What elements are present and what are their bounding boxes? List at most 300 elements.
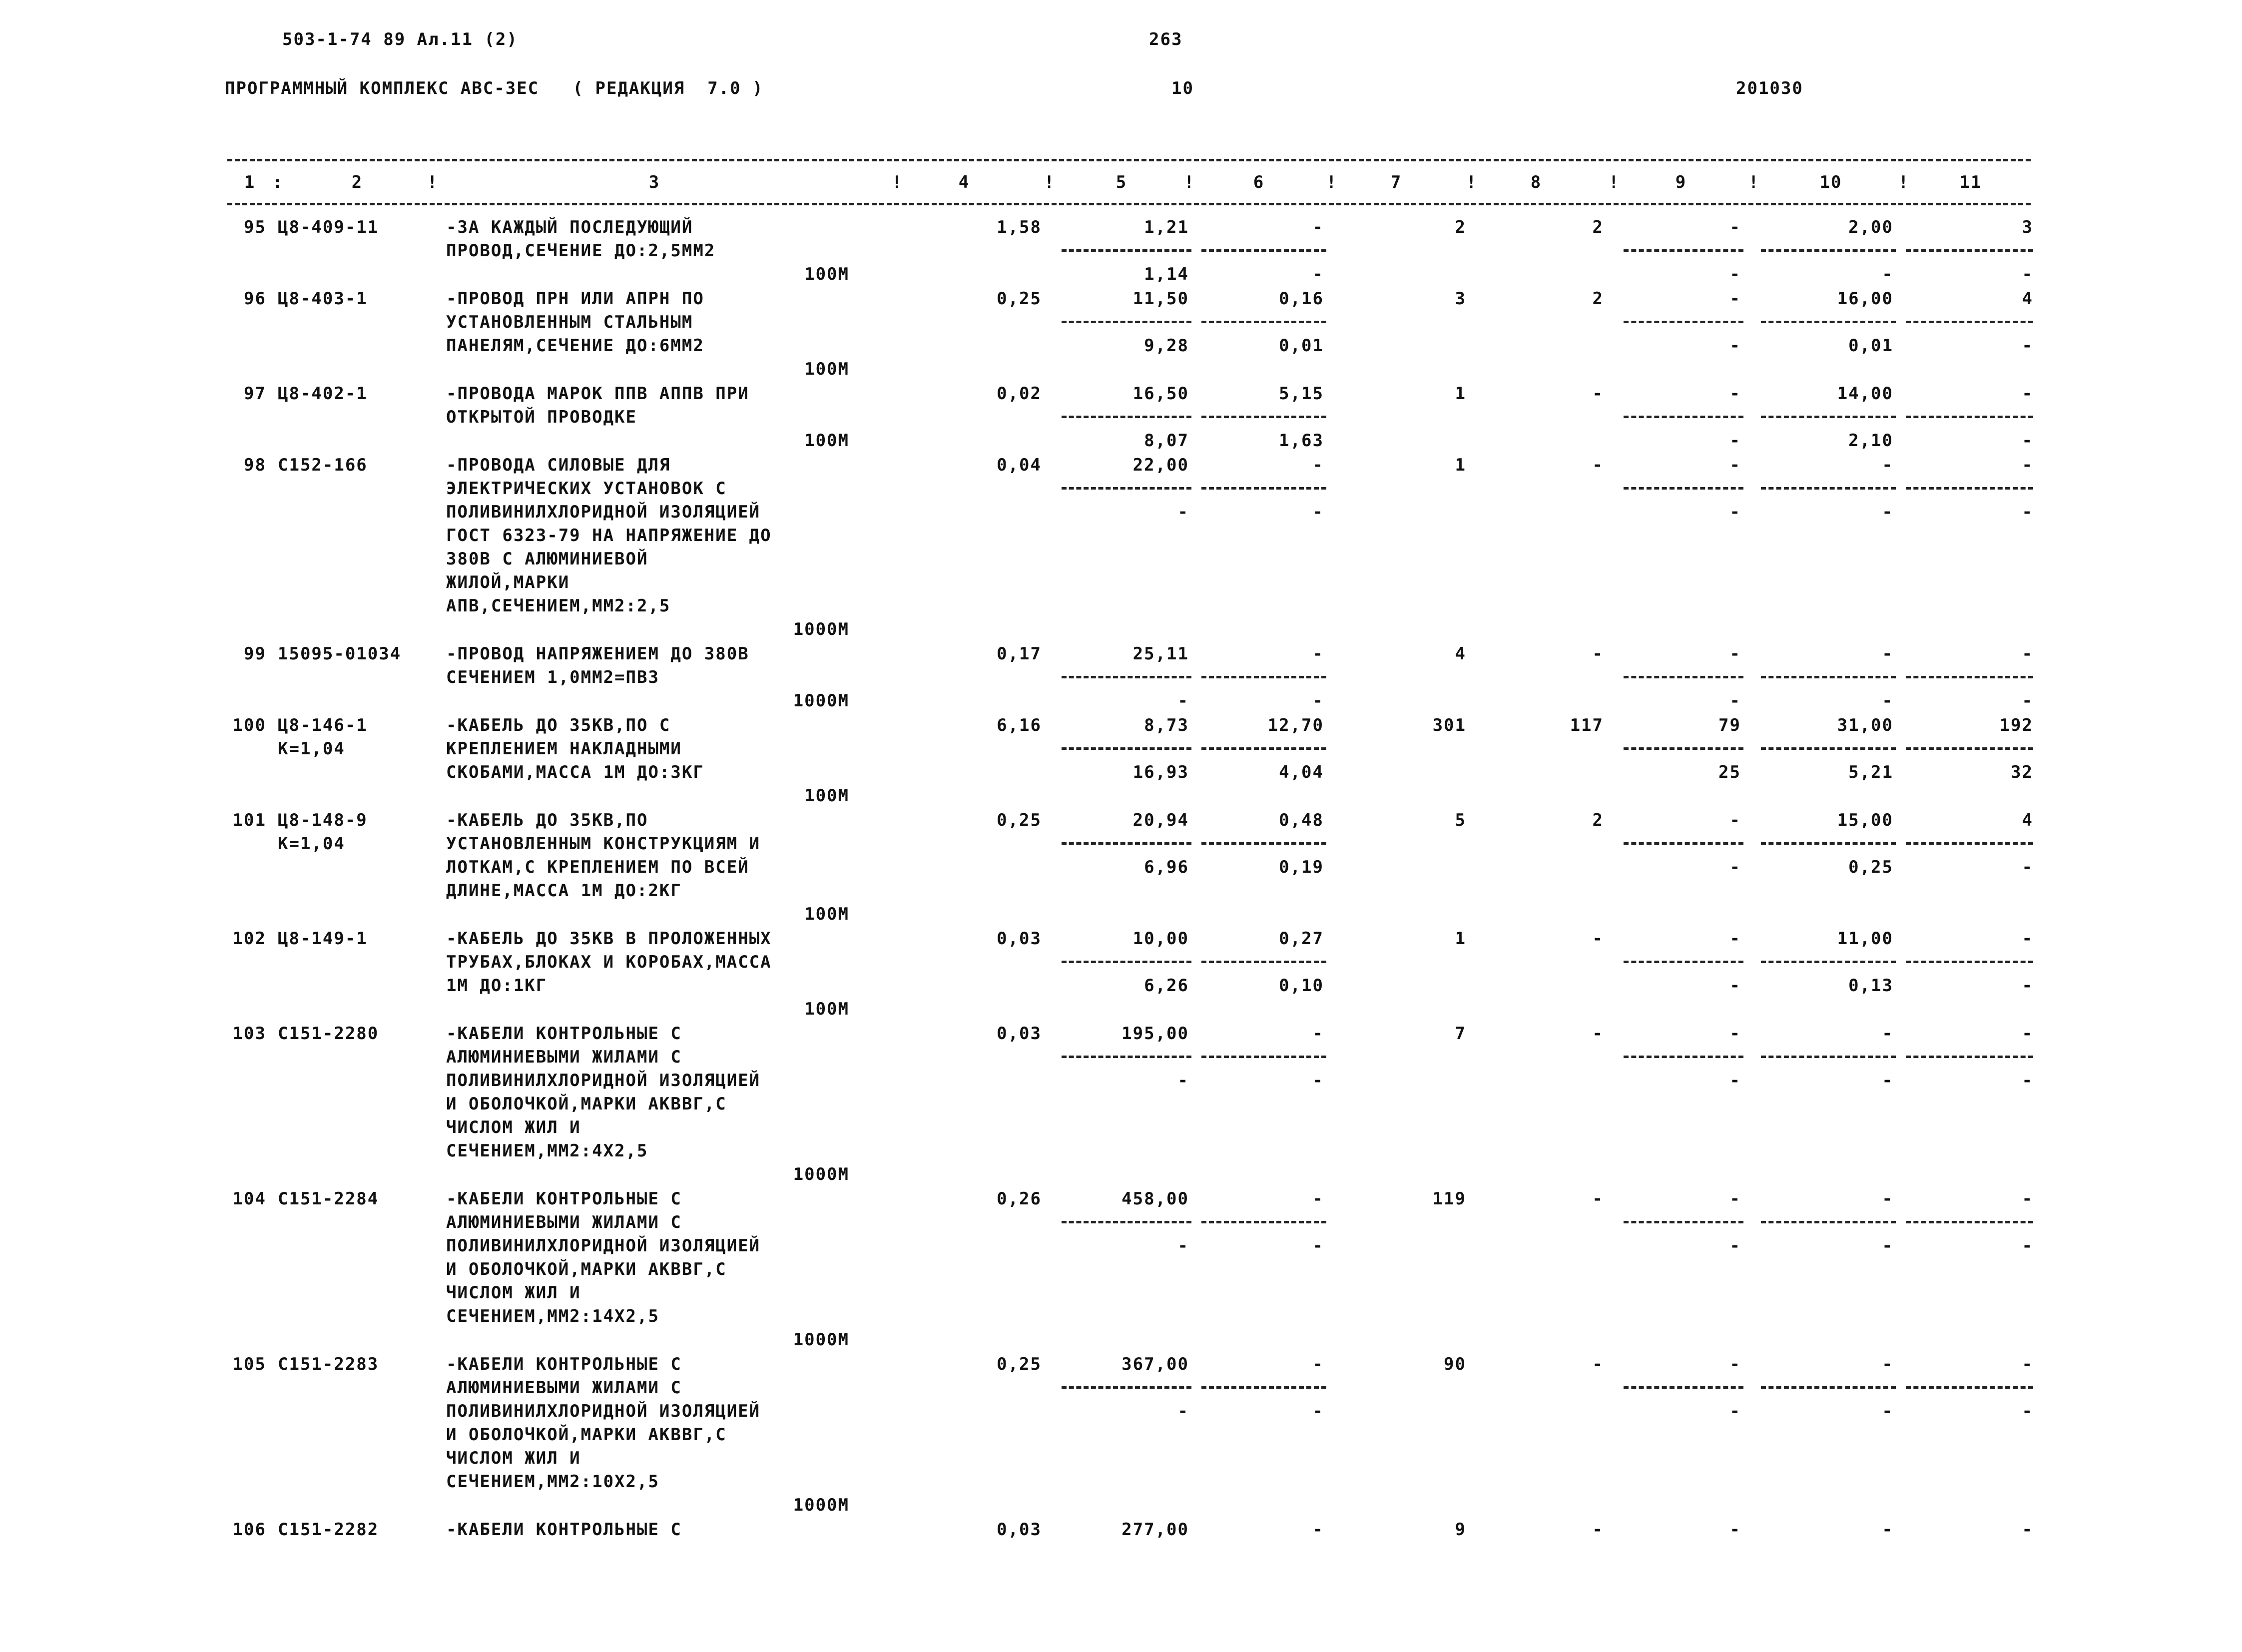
column-header-9: 9 — [1675, 172, 1687, 192]
quantity: 0,02 — [997, 384, 1042, 404]
work-description: ПОЛИВИНИЛХЛОРИДНОЙ ИЗОЛЯЦИЕЙ — [446, 1236, 761, 1256]
column-separator: ! — [1609, 172, 1620, 192]
work-description: И ОБОЛОЧКОЙ,МАРКИ АКВВГ,С — [446, 1094, 727, 1114]
work-description: И ОБОЛОЧКОЙ,МАРКИ АКВВГ,С — [446, 1425, 727, 1445]
machine-cost: 0,16 — [1279, 289, 1324, 309]
machine-wages: 1,63 — [1279, 431, 1324, 451]
work-description: СЕЧЕНИЕМ,ММ2:10Х2,5 — [446, 1472, 659, 1492]
row-number: 100 — [232, 715, 266, 735]
work-description: -КАБЕЛЬ ДО 35КВ,ПО — [446, 810, 648, 830]
unit-cost-wages: - — [1177, 502, 1189, 522]
work-description: -КАБЕЛЬ ДО 35КВ,ПО С — [446, 715, 671, 735]
machine-wages-total: - — [1729, 1236, 1741, 1256]
machine-wages: - — [1312, 502, 1324, 522]
column-header-7: 7 — [1390, 172, 1402, 192]
wages-total: 2 — [1592, 289, 1604, 309]
machine-wages-total: 25 — [1718, 762, 1741, 782]
work-description: 380В С АЛЮМИНИЕВОЙ — [446, 549, 648, 569]
work-description: СЕЧЕНИЕМ 1,0ММ2=ПВ3 — [446, 667, 659, 687]
total-cost: 1 — [1455, 384, 1466, 404]
subtotal-rule — [1906, 416, 2033, 418]
column-separator: ! — [427, 172, 439, 192]
labor-total: 192 — [1999, 715, 2033, 735]
price-code: Ц8-146-1 — [278, 715, 368, 735]
labor-machinists-per-unit: - — [1882, 691, 1893, 711]
subtotal-rule — [1761, 487, 1896, 490]
labor-machinists-total: - — [2022, 431, 2033, 451]
labor-per-unit: 14,00 — [1837, 384, 1893, 404]
unit-cost-total: 10,00 — [1132, 929, 1189, 949]
labor-total: 3 — [2022, 217, 2033, 237]
subtotal-rule — [1201, 249, 1326, 252]
labor-machinists-total: - — [2022, 1071, 2033, 1091]
quantity: 0,03 — [997, 1520, 1042, 1540]
labor-per-unit: - — [1882, 455, 1893, 475]
measure-unit: 100М — [804, 786, 849, 806]
subtotal-rule — [1062, 1386, 1191, 1389]
labor-machinists-per-unit: - — [1882, 264, 1893, 284]
labor-machinists-per-unit: - — [1882, 1236, 1893, 1256]
measure-unit: 1000М — [793, 1164, 849, 1184]
unit-cost-total: 367,00 — [1121, 1354, 1189, 1374]
labor-machinists-total: - — [2022, 976, 2033, 996]
labor-per-unit: 31,00 — [1837, 715, 1893, 735]
machine-wages-total: - — [1729, 857, 1741, 877]
labor-total: - — [2022, 455, 2033, 475]
machine-cost: - — [1312, 1189, 1324, 1209]
work-description: УСТАНОВЛЕННЫМ КОНСТРУКЦИЯМ И — [446, 834, 761, 854]
quantity: 0,17 — [997, 644, 1042, 664]
subtotal-rule — [1062, 676, 1191, 678]
subtotal-rule — [1906, 249, 2033, 252]
subtotal-rule — [1761, 747, 1896, 750]
machine-wages-total: - — [1729, 1071, 1741, 1091]
subtotal-rule — [1201, 1386, 1326, 1389]
work-description: -ПРОВОД НАПРЯЖЕНИЕМ ДО 380В — [446, 644, 749, 664]
page-number: 263 — [1149, 29, 1183, 49]
work-description: И ОБОЛОЧКОЙ,МАРКИ АКВВГ,С — [446, 1259, 727, 1279]
subtotal-rule — [1624, 416, 1743, 418]
quantity: 1,58 — [997, 217, 1042, 237]
subtotal-rule — [1906, 961, 2033, 963]
work-description: -КАБЕЛИ КОНТРОЛЬНЫЕ С — [446, 1354, 682, 1374]
machine-wages: 0,01 — [1279, 336, 1324, 356]
subtotal-rule — [1062, 842, 1191, 845]
total-cost: 301 — [1432, 715, 1466, 735]
machine-cost: - — [1312, 644, 1324, 664]
quantity: 0,26 — [997, 1189, 1042, 1209]
subtotal-rule — [1201, 747, 1326, 750]
total-cost: 1 — [1455, 455, 1466, 475]
subtotal-rule — [1761, 1221, 1896, 1223]
price-code: К=1,04 — [278, 739, 345, 759]
subtotal-rule — [1906, 842, 2033, 845]
document-code: 201030 — [1736, 78, 1803, 98]
price-code: Ц8-402-1 — [278, 384, 368, 404]
machine-total: - — [1729, 384, 1741, 404]
measure-unit: 1000М — [793, 1495, 849, 1515]
labor-total: 4 — [2022, 810, 2033, 830]
total-cost: 5 — [1455, 810, 1466, 830]
machine-wages: - — [1312, 691, 1324, 711]
work-description: ОТКРЫТОЙ ПРОВОДКЕ — [446, 407, 637, 427]
unit-cost-total: 11,50 — [1132, 289, 1189, 309]
labor-per-unit: - — [1882, 1189, 1893, 1209]
labor-per-unit: 15,00 — [1837, 810, 1893, 830]
unit-cost-wages: 1,14 — [1144, 264, 1189, 284]
subtotal-rule — [1624, 747, 1743, 750]
machine-total: - — [1729, 217, 1741, 237]
unit-cost-total: 277,00 — [1121, 1520, 1189, 1540]
column-header-4: 4 — [958, 172, 970, 192]
machine-total: - — [1729, 455, 1741, 475]
subtotal-rule — [1062, 249, 1191, 252]
subtotal-rule — [1624, 249, 1743, 252]
machine-wages-total: - — [1729, 336, 1741, 356]
subtotal-rule — [1906, 676, 2033, 678]
quantity: 0,25 — [997, 1354, 1042, 1374]
price-code: С151-2280 — [278, 1024, 379, 1044]
column-header-10: 10 — [1819, 172, 1842, 192]
subtotal-rule — [1906, 321, 2033, 323]
wages-total: - — [1592, 1024, 1604, 1044]
machine-total: 79 — [1718, 715, 1741, 735]
work-description: ГОСТ 6323-79 НА НАПРЯЖЕНИЕ ДО — [446, 526, 772, 546]
labor-per-unit: - — [1882, 644, 1893, 664]
price-code: С151-2282 — [278, 1520, 379, 1540]
subtotal-rule — [1761, 842, 1896, 845]
row-number: 97 — [244, 384, 266, 404]
wages-total: 2 — [1592, 217, 1604, 237]
labor-total: - — [2022, 1354, 2033, 1374]
machine-wages-total: - — [1729, 1401, 1741, 1421]
column-separator: : — [272, 172, 284, 192]
subtotal-rule — [1624, 961, 1743, 963]
unit-cost-wages: 6,96 — [1144, 857, 1189, 877]
machine-cost: 12,70 — [1267, 715, 1324, 735]
work-description: ТРУБАХ,БЛОКАХ И КОРОБАХ,МАССА — [446, 952, 772, 972]
machine-total: - — [1729, 1024, 1741, 1044]
labor-machinists-per-unit: 0,13 — [1848, 976, 1893, 996]
total-cost: 1 — [1455, 929, 1466, 949]
work-description: УСТАНОВЛЕННЫМ СТАЛЬНЫМ — [446, 312, 693, 332]
machine-total: - — [1729, 810, 1741, 830]
sheet-number: 10 — [1171, 78, 1194, 98]
unit-cost-wages: 9,28 — [1144, 336, 1189, 356]
unit-cost-wages: 16,93 — [1132, 762, 1189, 782]
labor-machinists-per-unit: 5,21 — [1848, 762, 1893, 782]
labor-machinists-per-unit: 2,10 — [1848, 431, 1893, 451]
work-description: -ПРОВОДА МАРОК ППВ АППВ ПРИ — [446, 384, 749, 404]
work-description: ПОЛИВИНИЛХЛОРИДНОЙ ИЗОЛЯЦИЕЙ — [446, 1401, 761, 1421]
machine-wages: 4,04 — [1279, 762, 1324, 782]
work-description: -КАБЕЛИ КОНТРОЛЬНЫЕ С — [446, 1520, 682, 1540]
measure-unit: 1000М — [793, 619, 849, 639]
subtotal-rule — [1062, 1221, 1191, 1223]
machine-cost: - — [1312, 1024, 1324, 1044]
machine-wages: - — [1312, 1401, 1324, 1421]
total-cost: 2 — [1455, 217, 1466, 237]
work-description: СКОБАМИ,МАССА 1М ДО:3КГ — [446, 762, 704, 782]
work-description: СЕЧЕНИЕМ,ММ2:4Х2,5 — [446, 1141, 648, 1161]
measure-unit: 100М — [804, 264, 849, 284]
column-header-5: 5 — [1116, 172, 1127, 192]
row-number: 104 — [232, 1189, 266, 1209]
column-separator: ! — [1898, 172, 1910, 192]
labor-total: - — [2022, 644, 2033, 664]
subtotal-rule — [1761, 249, 1896, 252]
work-description: ПОЛИВИНИЛХЛОРИДНОЙ ИЗОЛЯЦИЕЙ — [446, 502, 761, 522]
column-header-11: 11 — [1959, 172, 1982, 192]
machine-wages: 0,10 — [1279, 976, 1324, 996]
labor-total: 4 — [2022, 289, 2033, 309]
subtotal-rule — [1624, 1056, 1743, 1058]
price-code: Ц8-403-1 — [278, 289, 368, 309]
program-title: ПРОГРАММНЫЙ КОМПЛЕКС АВС-3ЕС ( РЕДАКЦИЯ 7.0 ) — [225, 78, 764, 98]
wages-total: - — [1592, 644, 1604, 664]
wages-total: - — [1592, 1354, 1604, 1374]
work-description: ПРОВОД,СЕЧЕНИЕ ДО:2,5ММ2 — [446, 241, 716, 261]
work-description: -КАБЕЛЬ ДО 35КВ В ПРОЛОЖЕННЫХ — [446, 929, 772, 949]
measure-unit: 100М — [804, 999, 849, 1019]
machine-wages: - — [1312, 1071, 1324, 1091]
subtotal-rule — [1624, 1221, 1743, 1223]
work-description: ЛОТКАМ,С КРЕПЛЕНИЕМ ПО ВСЕЙ — [446, 857, 749, 877]
wages-total: - — [1592, 1520, 1604, 1540]
column-separator: ! — [1748, 172, 1760, 192]
machine-total: - — [1729, 1520, 1741, 1540]
subtotal-rule — [1201, 1221, 1326, 1223]
labor-machinists-per-unit: 0,25 — [1848, 857, 1893, 877]
labor-total: - — [2022, 929, 2033, 949]
labor-machinists-per-unit: - — [1882, 502, 1893, 522]
wages-total: - — [1592, 1189, 1604, 1209]
work-description: ПОЛИВИНИЛХЛОРИДНОЙ ИЗОЛЯЦИЕЙ — [446, 1071, 761, 1091]
labor-machinists-total: - — [2022, 1236, 2033, 1256]
subtotal-rule — [1201, 842, 1326, 845]
subtotal-rule — [1624, 676, 1743, 678]
subtotal-rule — [1906, 1386, 2033, 1389]
subtotal-rule — [1624, 321, 1743, 323]
subtotal-rule — [1624, 842, 1743, 845]
labor-machinists-total: - — [2022, 1401, 2033, 1421]
work-description: АЛЮМИНИЕВЫМИ ЖИЛАМИ С — [446, 1047, 682, 1067]
measure-unit: 1000М — [793, 691, 849, 711]
work-description: 1М ДО:1КГ — [446, 976, 548, 996]
measure-unit: 100М — [804, 359, 849, 379]
quantity: 0,03 — [997, 929, 1042, 949]
machine-total: - — [1729, 1354, 1741, 1374]
column-header-3: 3 — [648, 172, 660, 192]
machine-wages-total: - — [1729, 264, 1741, 284]
subtotal-rule — [1062, 747, 1191, 750]
subtotal-rule — [1761, 961, 1896, 963]
row-number: 99 — [244, 644, 266, 664]
machine-wages-total: - — [1729, 691, 1741, 711]
subtotal-rule — [1201, 676, 1326, 678]
unit-cost-wages: - — [1177, 691, 1189, 711]
machine-cost: 0,27 — [1279, 929, 1324, 949]
table-top-rule — [227, 159, 2031, 161]
column-separator: ! — [1044, 172, 1056, 192]
labor-machinists-total: - — [2022, 857, 2033, 877]
price-code: Ц8-149-1 — [278, 929, 368, 949]
work-description: СЕЧЕНИЕМ,ММ2:14Х2,5 — [446, 1306, 659, 1326]
labor-machinists-total: - — [2022, 336, 2033, 356]
labor-machinists-per-unit: - — [1882, 1401, 1893, 1421]
work-description: -ПРОВОДА СИЛОВЫЕ ДЛЯ — [446, 455, 671, 475]
row-number: 101 — [232, 810, 266, 830]
wages-total: 117 — [1570, 715, 1604, 735]
machine-cost: - — [1312, 217, 1324, 237]
price-code: 15095-01034 — [278, 644, 402, 664]
labor-per-unit: 2,00 — [1848, 217, 1893, 237]
labor-per-unit: - — [1882, 1354, 1893, 1374]
row-number: 96 — [244, 289, 266, 309]
subtotal-rule — [1201, 961, 1326, 963]
labor-machinists-total: - — [2022, 691, 2033, 711]
row-number: 95 — [244, 217, 266, 237]
column-header-2: 2 — [351, 172, 363, 192]
unit-cost-wages: - — [1177, 1401, 1189, 1421]
work-description: ЧИСЛОМ ЖИЛ И — [446, 1117, 581, 1137]
work-description: АЛЮМИНИЕВЫМИ ЖИЛАМИ С — [446, 1378, 682, 1398]
unit-cost-total: 16,50 — [1132, 384, 1189, 404]
wages-total: - — [1592, 384, 1604, 404]
labor-total: - — [2022, 384, 2033, 404]
total-cost: 3 — [1455, 289, 1466, 309]
machine-total: - — [1729, 929, 1741, 949]
machine-wages-total: - — [1729, 502, 1741, 522]
row-number: 106 — [232, 1520, 266, 1540]
work-description: -ПРОВОД ПРН ИЛИ АПРН ПО — [446, 289, 704, 309]
price-code: С151-2283 — [278, 1354, 379, 1374]
unit-cost-total: 20,94 — [1132, 810, 1189, 830]
subtotal-rule — [1624, 1386, 1743, 1389]
labor-per-unit: - — [1882, 1520, 1893, 1540]
work-description: -ЗА КАЖДЫЙ ПОСЛЕДУЮЩИЙ — [446, 217, 693, 237]
machine-total: - — [1729, 644, 1741, 664]
total-cost: 119 — [1432, 1189, 1466, 1209]
subtotal-rule — [1761, 321, 1896, 323]
doc-code: 503-1-74 89 Ал.11 (2) — [282, 29, 518, 49]
row-number: 103 — [232, 1024, 266, 1044]
subtotal-rule — [1761, 416, 1896, 418]
labor-machinists-total: - — [2022, 502, 2033, 522]
labor-machinists-total: 32 — [2011, 762, 2033, 782]
subtotal-rule — [1062, 416, 1191, 418]
machine-wages-total: - — [1729, 976, 1741, 996]
unit-cost-total: 8,73 — [1144, 715, 1189, 735]
price-code: Ц8-409-11 — [278, 217, 379, 237]
measure-unit: 100М — [804, 431, 849, 451]
wages-total: - — [1592, 455, 1604, 475]
work-description: ЧИСЛОМ ЖИЛ И — [446, 1448, 581, 1468]
measure-unit: 1000М — [793, 1330, 849, 1350]
work-description: АЛЮМИНИЕВЫМИ ЖИЛАМИ С — [446, 1212, 682, 1232]
wages-total: 2 — [1592, 810, 1604, 830]
total-cost: 90 — [1444, 1354, 1466, 1374]
subtotal-rule — [1062, 321, 1191, 323]
total-cost: 4 — [1455, 644, 1466, 664]
labor-total: - — [2022, 1520, 2033, 1540]
subtotal-rule — [1201, 321, 1326, 323]
wages-total: - — [1592, 929, 1604, 949]
work-description: ЧИСЛОМ ЖИЛ И — [446, 1283, 581, 1303]
price-code: К=1,04 — [278, 834, 345, 854]
unit-cost-total: 195,00 — [1121, 1024, 1189, 1044]
machine-wages: 0,19 — [1279, 857, 1324, 877]
subtotal-rule — [1906, 1056, 2033, 1058]
subtotal-rule — [1761, 1386, 1896, 1389]
table-header-rule — [227, 203, 2031, 205]
labor-total: - — [2022, 1024, 2033, 1044]
labor-total: - — [2022, 1189, 2033, 1209]
column-separator: ! — [892, 172, 903, 192]
subtotal-rule — [1906, 747, 2033, 750]
labor-machinists-per-unit: - — [1882, 1071, 1893, 1091]
subtotal-rule — [1906, 487, 2033, 490]
quantity: 0,03 — [997, 1024, 1042, 1044]
quantity: 0,25 — [997, 810, 1042, 830]
subtotal-rule — [1062, 961, 1191, 963]
unit-cost-total: 1,21 — [1144, 217, 1189, 237]
machine-cost: - — [1312, 455, 1324, 475]
column-separator: ! — [1326, 172, 1338, 192]
quantity: 0,04 — [997, 455, 1042, 475]
unit-cost-wages: - — [1177, 1236, 1189, 1256]
subtotal-rule — [1062, 487, 1191, 490]
row-number: 105 — [232, 1354, 266, 1374]
machine-cost: 5,15 — [1279, 384, 1324, 404]
subtotal-rule — [1624, 487, 1743, 490]
column-separator: ! — [1466, 172, 1478, 192]
work-description: -КАБЕЛИ КОНТРОЛЬНЫЕ С — [446, 1189, 682, 1209]
unit-cost-total: 458,00 — [1121, 1189, 1189, 1209]
quantity: 6,16 — [997, 715, 1042, 735]
price-code: Ц8-148-9 — [278, 810, 368, 830]
labor-per-unit: - — [1882, 1024, 1893, 1044]
subtotal-rule — [1201, 487, 1326, 490]
machine-cost: - — [1312, 1520, 1324, 1540]
machine-wages: - — [1312, 264, 1324, 284]
total-cost: 7 — [1455, 1024, 1466, 1044]
price-code: С151-2284 — [278, 1189, 379, 1209]
subtotal-rule — [1761, 676, 1896, 678]
unit-cost-wages: - — [1177, 1071, 1189, 1091]
row-number: 102 — [232, 929, 266, 949]
work-description: ЖИЛОЙ,МАРКИ — [446, 572, 570, 592]
machine-cost: - — [1312, 1354, 1324, 1374]
labor-machinists-per-unit: 0,01 — [1848, 336, 1893, 356]
column-header-1: 1 — [244, 172, 256, 192]
measure-unit: 100М — [804, 904, 849, 924]
unit-cost-total: 22,00 — [1132, 455, 1189, 475]
work-description: ДЛИНЕ,МАССА 1М ДО:2КГ — [446, 881, 682, 901]
subtotal-rule — [1201, 416, 1326, 418]
unit-cost-wages: 6,26 — [1144, 976, 1189, 996]
labor-per-unit: 11,00 — [1837, 929, 1893, 949]
price-code: С152-166 — [278, 455, 368, 475]
quantity: 0,25 — [997, 289, 1042, 309]
machine-cost: 0,48 — [1279, 810, 1324, 830]
labor-machinists-total: - — [2022, 264, 2033, 284]
column-header-8: 8 — [1530, 172, 1542, 192]
machine-total: - — [1729, 1189, 1741, 1209]
labor-per-unit: 16,00 — [1837, 289, 1893, 309]
subtotal-rule — [1201, 1056, 1326, 1058]
row-number: 98 — [244, 455, 266, 475]
